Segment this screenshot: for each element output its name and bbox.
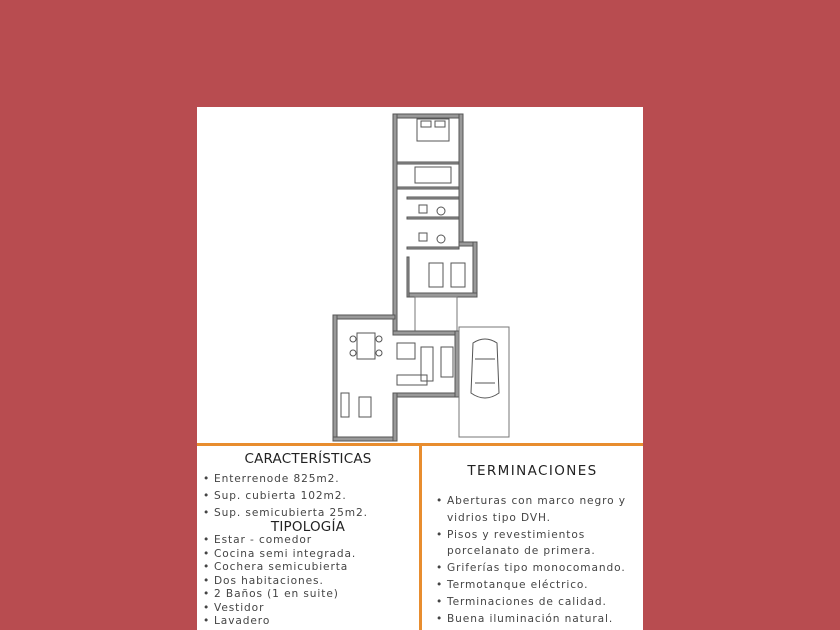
floor-plan bbox=[197, 107, 643, 445]
list-item: • 2 Baños (1 en suite) bbox=[201, 588, 356, 602]
right-column bbox=[422, 446, 643, 630]
list-item: • Cocina semi integrada. bbox=[201, 548, 356, 562]
list-item: • Lavadero bbox=[201, 615, 356, 629]
list-item: • Buena iluminación natural. bbox=[434, 611, 626, 628]
list-item-continuation: vidrios tipo DVH. bbox=[447, 511, 551, 524]
list-item: • Aberturas con marco negro y bbox=[434, 493, 626, 510]
list-item: • Terminaciones de calidad. bbox=[434, 594, 626, 611]
list-item: • Griferías tipo monocomando. bbox=[434, 560, 626, 577]
list-item: • Pisos y revestimientos bbox=[434, 527, 626, 544]
caracteristicas-list bbox=[201, 471, 368, 522]
list-item: • Enterrenode 825m2. bbox=[201, 471, 368, 488]
list-item: • Termotanque eléctrico. bbox=[434, 577, 626, 594]
list-item-continuation: porcelanato de primera. bbox=[447, 545, 596, 558]
list-item: • Cochera semicubierta bbox=[201, 561, 356, 575]
list-item: • Vestidor bbox=[201, 602, 356, 616]
caracteristicas-heading: CARACTERÍSTICAS bbox=[244, 451, 372, 467]
list-item: • Sup. semicubierta 25m2. bbox=[201, 505, 368, 522]
list-item: • Sup. cubierta 102m2. bbox=[201, 488, 368, 505]
tipologia-list bbox=[201, 534, 356, 629]
terminaciones-list bbox=[434, 493, 626, 627]
list-item: • Estar - comedor bbox=[201, 534, 356, 548]
brochure-sheet bbox=[197, 107, 643, 630]
left-column bbox=[197, 446, 419, 630]
terminaciones-heading: TERMINACIONES bbox=[467, 463, 598, 479]
tipologia-heading: TIPOLOGÍA bbox=[270, 519, 346, 535]
list-item: • Dos habitaciones. bbox=[201, 575, 356, 589]
